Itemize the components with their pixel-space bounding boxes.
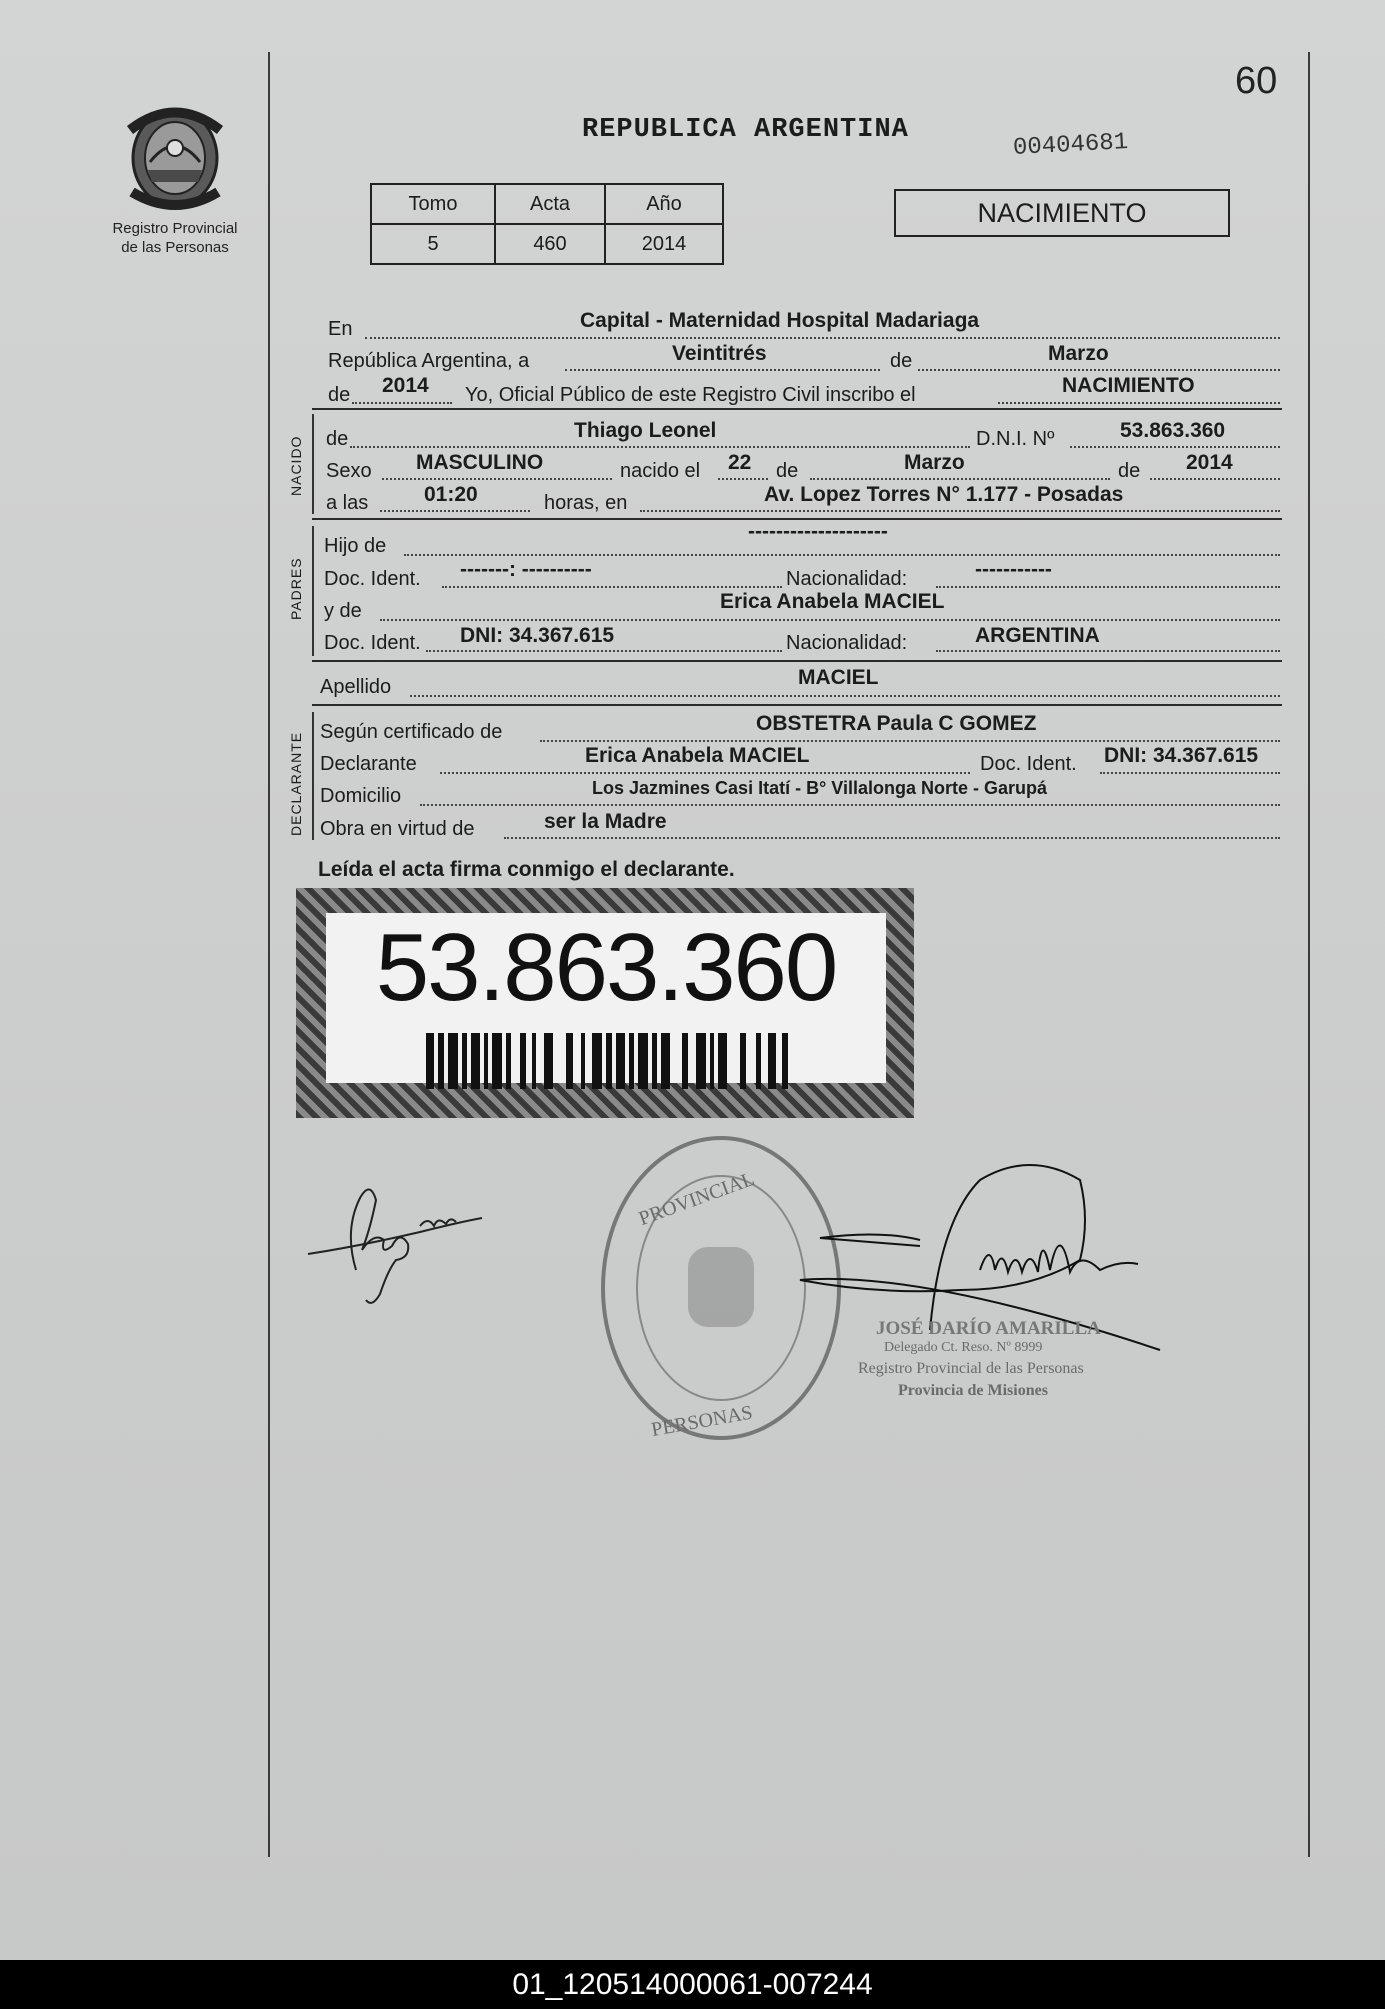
province-emblem-icon bbox=[120, 100, 230, 218]
barcode-label bbox=[296, 888, 914, 1118]
en-label: En bbox=[328, 318, 353, 340]
certificado-label: Según certificado de bbox=[320, 721, 503, 743]
value-anio: 2014 bbox=[605, 224, 723, 264]
svg-text:PERSONAS: PERSONAS bbox=[649, 1401, 755, 1442]
header-anio: Año bbox=[605, 184, 723, 224]
dotted-line bbox=[410, 695, 1280, 697]
birth-day-value: 22 bbox=[728, 451, 752, 474]
de-label: de bbox=[1118, 460, 1141, 482]
dotted-line bbox=[404, 554, 1280, 556]
declarante-label: Declarante bbox=[320, 753, 417, 775]
registry-table-value-row bbox=[371, 224, 723, 264]
de2-label: de bbox=[328, 384, 351, 406]
nacido-bracket bbox=[312, 414, 314, 514]
dotted-line bbox=[565, 369, 880, 371]
dotted-line bbox=[718, 478, 768, 480]
padres-section-label: PADRES bbox=[288, 557, 304, 620]
closing-statement: Leída el acta firma conmigo el declarante. bbox=[318, 858, 735, 881]
svg-text:PROVINCIAL: PROVINCIAL bbox=[635, 1167, 758, 1231]
year-value: 2014 bbox=[382, 374, 429, 397]
mother-doc-value: DNI: 34.367.615 bbox=[460, 624, 615, 647]
padres-bracket bbox=[312, 526, 314, 656]
misiones-logo bbox=[100, 100, 250, 256]
dotted-line bbox=[936, 650, 1280, 652]
dotted-line bbox=[1100, 772, 1280, 774]
value-tomo: 5 bbox=[371, 224, 495, 264]
child-dni-value: 53.863.360 bbox=[1120, 419, 1226, 442]
a-las-label: a las bbox=[326, 492, 369, 514]
obra-value: ser la Madre bbox=[544, 810, 667, 833]
dni-label: D.N.I. Nº bbox=[976, 428, 1055, 450]
official-text: Yo, Oficial Público de este Registro Civil inscribo el bbox=[465, 384, 916, 406]
nacido-section-label: NACIDO bbox=[288, 435, 304, 496]
page-number: 60 bbox=[1235, 60, 1278, 102]
y-de-label: y de bbox=[324, 600, 362, 622]
dotted-line bbox=[350, 446, 970, 448]
de-label: de bbox=[776, 460, 799, 482]
apellido-label: Apellido bbox=[320, 676, 392, 698]
footer-file-code: 01_120514000061-007244 bbox=[0, 1960, 1385, 2009]
left-margin-line bbox=[268, 52, 270, 1857]
nacionalidad-label: Nacionalidad: bbox=[786, 568, 908, 590]
birth-place-value: Av. Lopez Torres N° 1.177 - Posadas bbox=[764, 483, 1124, 506]
officer-line-3: Registro Provincial de las Personas bbox=[858, 1360, 1084, 1377]
header-tomo: Tomo bbox=[371, 184, 495, 224]
hijo-de-label: Hijo de bbox=[324, 535, 387, 557]
doc-ident-label: Doc. Ident. bbox=[324, 632, 421, 654]
officer-line-4: Provincia de Misiones bbox=[898, 1382, 1048, 1399]
nacionalidad-label: Nacionalidad: bbox=[786, 632, 908, 654]
mother-name-value: Erica Anabela MACIEL bbox=[720, 590, 945, 613]
serial-number: 00404681 bbox=[1012, 129, 1129, 162]
header-acta: Acta bbox=[495, 184, 605, 224]
place-value: Capital - Maternidad Hospital Madariaga bbox=[580, 309, 980, 332]
dotted-line bbox=[382, 478, 612, 480]
dotted-line bbox=[352, 402, 452, 404]
dotted-line bbox=[936, 586, 1280, 588]
father-value: -------------------- bbox=[748, 520, 888, 543]
dotted-line bbox=[440, 772, 970, 774]
logo-caption-1: Registro Provincial bbox=[112, 220, 238, 237]
document-type-box: NACIMIENTO bbox=[894, 189, 1230, 237]
sexo-value: MASCULINO bbox=[416, 451, 544, 474]
father-doc-value: -------: ---------- bbox=[460, 558, 592, 581]
republica-label: República Argentina, a bbox=[328, 350, 530, 372]
de-label: de bbox=[326, 428, 349, 450]
doc-ident-label: Doc. Ident. bbox=[980, 753, 1077, 775]
officer-line-2: Delegado Ct. Reso. Nº 8999 bbox=[884, 1340, 1043, 1355]
nacido-el-label: nacido el bbox=[620, 460, 701, 482]
separator-line bbox=[312, 704, 1282, 706]
registry-table-header-row bbox=[371, 184, 723, 224]
declarante-bracket bbox=[312, 712, 314, 840]
dotted-line bbox=[1150, 478, 1280, 480]
horas-en-label: horas, en bbox=[544, 492, 628, 514]
declarant-signature bbox=[300, 1160, 490, 1310]
registry-table bbox=[370, 183, 724, 265]
officer-name: JOSÉ DARÍO AMARILLA bbox=[876, 1318, 1101, 1339]
inscribe-value: NACIMIENTO bbox=[1062, 374, 1195, 397]
logo-caption-2: de las Personas bbox=[121, 239, 229, 256]
dotted-line bbox=[998, 402, 1280, 404]
dotted-line bbox=[540, 740, 1280, 742]
barcode-number: 53.863.360 bbox=[375, 914, 837, 1021]
dotted-line bbox=[420, 804, 1280, 806]
barcode-inner bbox=[326, 913, 886, 1083]
declarante-section-label: DECLARANTE bbox=[288, 731, 304, 836]
dotted-line bbox=[380, 510, 530, 512]
doc-ident-label: Doc. Ident. bbox=[324, 568, 421, 590]
day-value: Veintitrés bbox=[672, 342, 767, 365]
separator-line bbox=[312, 660, 1282, 662]
mother-nationality-value: ARGENTINA bbox=[975, 624, 1100, 647]
separator-line bbox=[312, 408, 1282, 410]
birth-month-value: Marzo bbox=[904, 451, 965, 474]
sexo-label: Sexo bbox=[326, 460, 372, 482]
dotted-line bbox=[426, 650, 782, 652]
dotted-line bbox=[380, 619, 1280, 621]
birth-time-value: 01:20 bbox=[424, 483, 478, 506]
declarante-value: Erica Anabela MACIEL bbox=[585, 744, 810, 767]
dotted-line bbox=[504, 837, 1280, 839]
value-acta: 460 bbox=[495, 224, 605, 264]
father-nationality-value: ----------- bbox=[975, 558, 1052, 581]
obra-label: Obra en virtud de bbox=[320, 818, 475, 840]
apellido-value: MACIEL bbox=[798, 666, 879, 689]
dotted-line bbox=[918, 369, 1280, 371]
month-value: Marzo bbox=[1048, 342, 1109, 365]
domicilio-label: Domicilio bbox=[320, 785, 402, 807]
dotted-line bbox=[810, 478, 1110, 480]
barcode-icon bbox=[426, 1033, 796, 1089]
dotted-line bbox=[365, 337, 1280, 339]
certificado-value: OBSTETRA Paula C GOMEZ bbox=[756, 712, 1037, 735]
child-name-value: Thiago Leonel bbox=[574, 419, 717, 442]
dotted-line bbox=[640, 510, 1280, 512]
dotted-line bbox=[1070, 446, 1280, 448]
right-margin-line bbox=[1308, 52, 1310, 1857]
country-title: REPUBLICA ARGENTINA bbox=[582, 115, 909, 145]
birth-year-value: 2014 bbox=[1186, 451, 1233, 474]
dotted-line bbox=[442, 586, 782, 588]
declarante-doc-value: DNI: 34.367.615 bbox=[1104, 744, 1259, 767]
de-label: de bbox=[890, 350, 913, 372]
domicilio-value: Los Jazmines Casi Itatí - B° Villalonga Norte - Garupá bbox=[592, 778, 1047, 798]
